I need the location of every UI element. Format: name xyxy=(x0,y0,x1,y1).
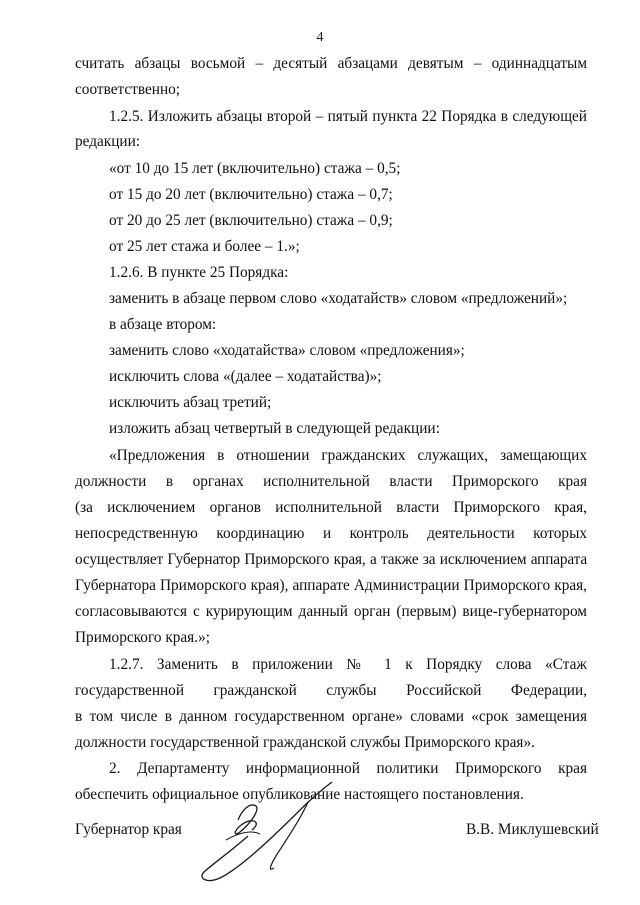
paragraph-line: редакции: xyxy=(75,133,141,150)
paragraph-line: (за исключением органов исполнительной власти Приморского края, xyxy=(75,499,587,516)
paragraph-line: исключить абзац третий; xyxy=(109,394,272,411)
paragraph-line: соответственно; xyxy=(75,81,181,98)
paragraph-line: «Предложения в отношении гражданских служащих, замещающих xyxy=(109,447,587,464)
paragraph-line: Приморского края.»; xyxy=(75,629,210,646)
paragraph-line: от 25 лет стажа и более – 1.»; xyxy=(109,238,300,255)
paragraph-line: согласовываются с курирующим данный орган (первым) вице-губернатором xyxy=(75,603,587,620)
paragraph-line: 1.2.5. Изложить абзацы второй – пятый пункта 22 Порядка в следующей xyxy=(109,108,587,125)
paragraph-line: 2. Департаменту информационной политики Приморского края xyxy=(109,760,587,777)
paragraph-line: «от 10 до 15 лет (включительно) стажа – 0,5; xyxy=(109,160,401,177)
paragraph-line: Губернатора Приморского края), аппарате Администрации Приморского края, xyxy=(75,577,587,594)
paragraph-line: осуществляет Губернатор Приморского края, а также за исключением аппарата xyxy=(75,551,587,568)
paragraph-line: изложить абзац четвертый в следующей редакции: xyxy=(109,420,440,437)
page-number: 4 xyxy=(316,30,324,45)
paragraph-line: заменить в абзаце первом слово «ходатайств» словом «предложений»; xyxy=(109,290,568,307)
paragraph-line: должности государственной гражданской службы Приморского края». xyxy=(75,734,535,751)
paragraph-line: 1.2.6. В пункте 25 Порядка: xyxy=(109,264,289,281)
signatory-title: Губернатор края xyxy=(75,821,182,838)
paragraph-line: обеспечить официальное опубликование настоящего постановления. xyxy=(75,786,524,803)
paragraph-line: от 20 до 25 лет (включительно) стажа – 0,9; xyxy=(109,212,393,229)
paragraph-line: в том числе в данном государственном органе» словами «срок замещения xyxy=(75,708,587,725)
paragraph-line: 1.2.7. Заменить в приложении № 1 к Порядку слова «Стаж xyxy=(109,656,587,673)
signatory-name: В.В. Миклушевский xyxy=(466,821,599,838)
paragraph-line: считать абзацы восьмой – десятый абзацами девятым – одиннадцатым xyxy=(75,55,587,72)
paragraph-line: от 15 до 20 лет (включительно) стажа – 0,7; xyxy=(109,186,393,203)
paragraph-line: должности в органах исполнительной власти Приморского края xyxy=(75,473,587,490)
paragraph-line: государственной гражданской службы Российской Федерации, xyxy=(75,682,587,699)
paragraph-line: заменить слово «ходатайства» словом «предложения»; xyxy=(109,342,465,359)
paragraph-line: в абзаце втором: xyxy=(109,316,217,333)
paragraph-line: непосредственную координацию и контроль деятельности которых xyxy=(75,525,587,542)
paragraph-line: исключить слова «(далее – ходатайства)»; xyxy=(109,368,382,385)
